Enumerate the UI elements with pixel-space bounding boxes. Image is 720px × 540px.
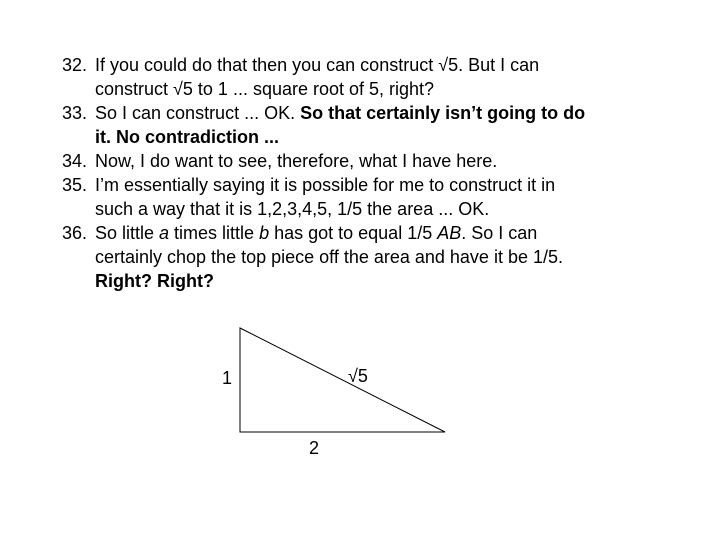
line-33 — [62, 101, 702, 149]
line-text: I’m essentially saying it is possible for me to construct it in — [95, 175, 556, 195]
line-35 — [62, 173, 702, 221]
triangle-side-label-vertical: 1 — [222, 368, 233, 388]
line-text-italic: b — [259, 223, 270, 243]
transcript-text — [62, 53, 702, 293]
line-text: such a way that it is 1,2,3,4,5, 1/5 the area ... OK. — [95, 199, 490, 219]
line-text: . So I can — [461, 223, 538, 243]
line-text-bold: So that certainly isn’t going to do — [300, 103, 586, 123]
line-number: 36. — [62, 223, 88, 243]
line-text: certainly chop the top piece off the area and have it be 1/5. — [95, 247, 563, 267]
line-number: 33. — [62, 103, 88, 123]
line-text: times little — [169, 223, 260, 243]
line-number: 34. — [62, 151, 88, 171]
line-text: has got to equal 1/5 — [269, 223, 438, 243]
line-text: If you could do that then you can construct √5. But I can — [95, 55, 540, 75]
line-text-bold: Right? Right? — [95, 271, 214, 291]
line-32 — [62, 53, 702, 101]
line-text-italic: AB — [437, 223, 462, 243]
right-triangle — [240, 328, 445, 432]
line-36 — [62, 221, 702, 293]
triangle-side-label-base: 2 — [309, 438, 320, 458]
line-text-bold: it. No contradiction ... — [95, 127, 279, 147]
line-text: So I can construct ... OK. — [95, 103, 301, 123]
line-number: 35. — [62, 175, 88, 195]
triangle-side-label-hypotenuse: √5 — [348, 366, 368, 386]
line-text: Now, I do want to see, therefore, what I have here. — [95, 151, 498, 171]
line-34 — [62, 149, 702, 173]
line-number: 32. — [62, 55, 88, 75]
line-text-italic: a — [159, 223, 170, 243]
line-text: construct √5 to 1 ... square root of 5, right? — [95, 79, 435, 99]
line-text: So little — [95, 223, 160, 243]
